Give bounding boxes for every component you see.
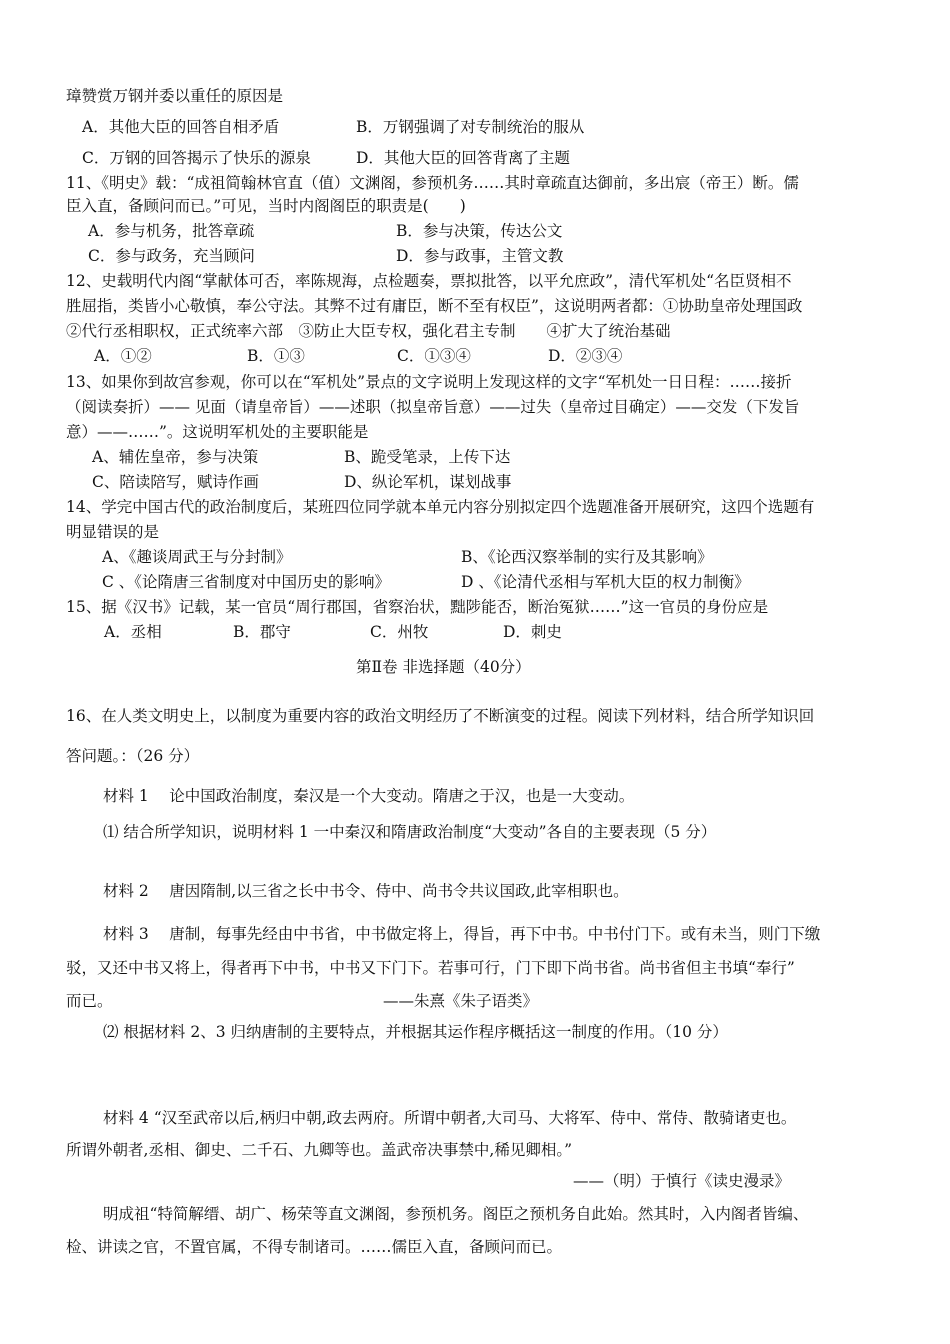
material-2: 材料 2 唐因隋制,以三省之长中书令、侍中、尚书令共议国政,此宰相职也。 [103,882,629,900]
q10-option-d: D．其他大臣的回答背离了主题 [356,149,570,167]
q11-stem-line-1: 11、《明史》载：“成祖简翰林官直（值）文渊阁，参预机务……其时章疏直达御前，多出宸（帝王）断。儒 [66,174,799,192]
sub-question-1: ⑴ 结合所学知识，说明材料 1 一中秦汉和隋唐政治制度“大变动”各自的主要表现（5 分） [103,823,717,841]
material-3-line-2: 驳，又还中书又将上，得者再下中书，中书又下门下。若事可行，门下即下尚书省。尚书省但主书填“奉行” [66,959,795,977]
q14-option-d: D 、《论清代丞相与军机大臣的权力制衡》 [461,573,750,591]
q15-option-a: A．丞相 [104,623,162,641]
q10-option-c: C．万钢的回答揭示了快乐的源泉 [82,149,311,167]
sub-question-2: ⑵ 根据材料 2、3 归纳唐制的主要特点，并根据其运作程序概括这一制度的作用。（10 分） [103,1023,728,1041]
q12-option-b: B．①③ [247,347,305,365]
q15-stem: 15、据《汉书》记载，某一官员“周行郡国，省察治状，黜陟能否，断治冤狱……”这一官员的身份应是 [66,598,769,616]
q11-option-d: D．参与政事，主管文教 [396,247,564,265]
q12-option-d: D．②③④ [548,347,623,365]
material-4-line-2: 所谓外朝者,丞相、御史、二千石、九卿等也。盖武帝决事禁中,稀见卿相。” [66,1141,573,1159]
q15-option-d: D．刺史 [503,623,562,641]
q15-option-c: C．州牧 [370,623,429,641]
material-3-source: ——朱熹《朱子语类》 [383,992,539,1010]
q14-option-c: C 、《论隋唐三省制度对中国历史的影响》 [102,573,391,591]
q12-stem-line-1: 12、史载明代内阁“掌献体可否，率陈规海，点检题奏，票拟批答，以平允庶政”，清代军机处“名臣贤相不 [66,272,792,290]
q11-option-a: A．参与机务，批答章疏 [88,222,255,240]
q14-option-b: B、《论西汉察举制的实行及其影响》 [461,548,713,566]
material-3-line-3: 而已。 [66,992,113,1010]
q16-stem-line-2: 答问题。：（26 分） [66,747,200,765]
material-5-line-2: 检、讲读之官，不置官属，不得专制诸司。……儒臣入直，备顾问而已。 [66,1238,563,1256]
material-5-line-1: 明成祖“特简解缙、胡广、杨荣等直文渊阁，参预机务。阁臣之预机务自此始。然其时，入内阁者皆编、 [103,1205,809,1223]
q14-stem-line-1: 14、学完中国古代的政治制度后，某班四位同学就本单元内容分别拟定四个选题准备开展研究，这四个选题有 [66,498,815,516]
q10-option-a: A．其他大臣的回答自相矛盾 [82,118,280,136]
q12-option-a: A．①② [94,347,152,365]
q13-stem-line-3: 意）——……”。这说明军机处的主要职能是 [66,423,369,441]
q13-stem-line-2: （阅读奏折）—— 见面（请皇帝旨）——述职（拟皇帝旨意）——过失（皇帝过目确定）——交发（下发旨 [66,398,800,416]
q13-option-a: A、辅佐皇帝，参与决策 [92,448,259,466]
q11-option-c: C．参与政务，充当顾问 [88,247,255,265]
q11-option-b: B．参与决策，传达公文 [396,222,563,240]
q13-option-c: C、陪读陪写，赋诗作画 [92,473,259,491]
q15-option-b: B．郡守 [233,623,291,641]
section-title: 第Ⅱ卷 非选择题（40分） [356,658,531,676]
q13-option-d: D、纵论军机，谋划战事 [344,473,512,491]
q16-stem-line-1: 16、在人类文明史上，以制度为重要内容的政治文明经历了不断演变的过程。阅读下列材料，结合所学知识回 [66,707,815,725]
material-4-source: ——（明）于慎行《读史漫录》 [573,1172,791,1190]
q12-option-c: C．①③④ [397,347,471,365]
material-1: 材料 1 论中国政治制度，秦汉是一个大变动。隋唐之于汉，也是一大变动。 [103,787,635,805]
q12-stem-line-3: ②代行丞相职权，正式统率六部 ③防止大臣专权，强化君主专制 ④扩大了统治基础 [66,322,671,340]
q12-stem-line-2: 胜屈指，类皆小心敬慎，奉公守法。其弊不过有庸臣，断不至有权臣”，这说明两者都：①协助皇帝处理国政 [66,297,803,315]
material-4-line-1: 材料 4 “汉至武帝以后,柄归中朝,政去两府。所谓中朝者,大司马、大将军、侍中、常侍、散骑诸吏也。 [103,1109,797,1127]
q10-stem-tail: 璋赞赏万钢并委以重任的原因是 [66,87,284,105]
q13-option-b: B、跪受笔录，上传下达 [344,448,511,466]
q14-option-a: A、《趣谈周武王与分封制》 [102,548,292,566]
q13-stem-line-1: 13、如果你到故宫参观，你可以在“军机处”景点的文字说明上发现这样的文字“军机处一日日程：……接折 [66,373,792,391]
q11-stem-line-2: 臣入直，备顾问而已。”可见，当时内阁阁臣的职责是( ) [66,197,466,215]
q14-stem-line-2: 明显错误的是 [66,523,160,541]
material-3-line-1: 材料 3 唐制，每事先经由中书省，中书做定将上，得旨，再下中书。中书付门下。或有未当，则门下缴 [103,925,821,943]
q10-option-b: B．万钢强调了对专制统治的服从 [356,118,585,136]
